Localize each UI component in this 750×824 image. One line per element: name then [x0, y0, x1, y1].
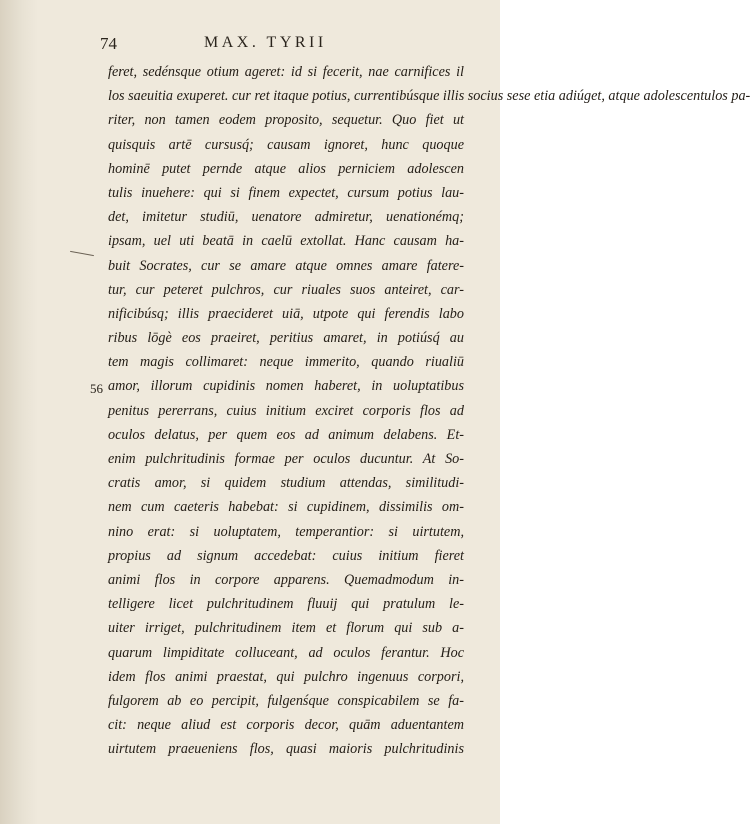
text-line: quarum limpiditate colluceant, ad oculos ferantur. Hoc — [108, 644, 464, 661]
text-line: riter, non tamen eodem proposito, sequetur. Quo fiet ut — [108, 112, 464, 129]
text-line: animi flos in corpore apparens. Quemadmodum in- — [108, 571, 464, 588]
page-number: 74 — [100, 34, 117, 53]
body-text — [108, 60, 750, 761]
text-line: ribus lōgè eos praeiret, peritius amaret, in potiúsq́ au — [108, 330, 464, 347]
text-line: idem flos animi praestat, qui pulchro ingenuus corpori, — [108, 668, 464, 685]
text-line: telligere licet pulchritudinem fluuij qui pratulum le- — [108, 596, 464, 613]
margin-pen-mark — [70, 251, 94, 256]
text-line: fulgorem ab eo percipit, fulgenśque conspicabilem se fa- — [108, 692, 464, 709]
marginal-number: 56 — [90, 381, 103, 396]
text-line: nificibúsq; illis praecideret uiā, utpote qui ferendis labo — [108, 305, 464, 322]
text-line: uirtutem praeueniens flos, quasi maioris pulchritudinis — [108, 741, 464, 758]
text-line: nem cum caeteris habebat: si cupidinem, dissimilis om- — [108, 499, 464, 516]
running-head — [100, 34, 460, 54]
text-line: tur, cur peteret pulchros, cur riuales suos anteiret, car- — [108, 281, 464, 298]
text-line: uiter irriget, pulchritudinem item et florum qui sub a- — [108, 620, 464, 637]
text-line: oculos delatus, per quem eos ad animum delabens. Et- — [108, 426, 464, 443]
text-line: nino erat: si uoluptatem, temperantior: si uirtutem, — [108, 523, 464, 540]
text-line: cit: neque aliud est corporis decor, quām aduentantem — [108, 717, 464, 734]
text-line: cratis amor, si quidem studium attendas, similitudi- — [108, 475, 464, 492]
text-line: penitus pererrans, cuius initium exciret corporis flos ad — [108, 402, 464, 419]
text-line: det, imitetur studiū, uenatore admiretur, uenationémq; — [108, 209, 464, 226]
text-line: quisquis artē cursusq́; causam ignoret, hunc quoque — [108, 136, 464, 153]
text-line: tem magis collimaret: neque immerito, quando riualiū — [108, 354, 464, 371]
text-line: hominē putet pernde atque alios perniciem adolescen — [108, 160, 464, 177]
text-line: amor, illorum cupidinis nomen haberet, in uoluptatibus — [108, 378, 464, 395]
page-gutter-shadow — [0, 0, 38, 824]
text-line: feret, sedénsque otium ageret: id si fecerit, nae carnifices il — [108, 64, 464, 80]
text-line: tulis inuehere: qui si finem expectet, cursum potius lau- — [108, 184, 464, 201]
text-line: propius ad signum accedebat: cuius initium fieret — [108, 547, 464, 564]
text-line: enim pulchritudinis formae per oculos ducuntur. At So- — [108, 451, 464, 467]
text-line: ipsam, uel uti beatā in caelū extollat. Hanc causam ha- — [108, 233, 464, 250]
running-title: MAX. TYRII — [204, 34, 327, 51]
text-line: buit Socrates, cur se amare atque omnes amare fatere- — [108, 257, 464, 274]
text-line: los saeuitia exuperet. cur ret itaque potius, currentibúsque illis socius sese etia adiúget, atque adolescentulos pa- — [108, 88, 750, 105]
